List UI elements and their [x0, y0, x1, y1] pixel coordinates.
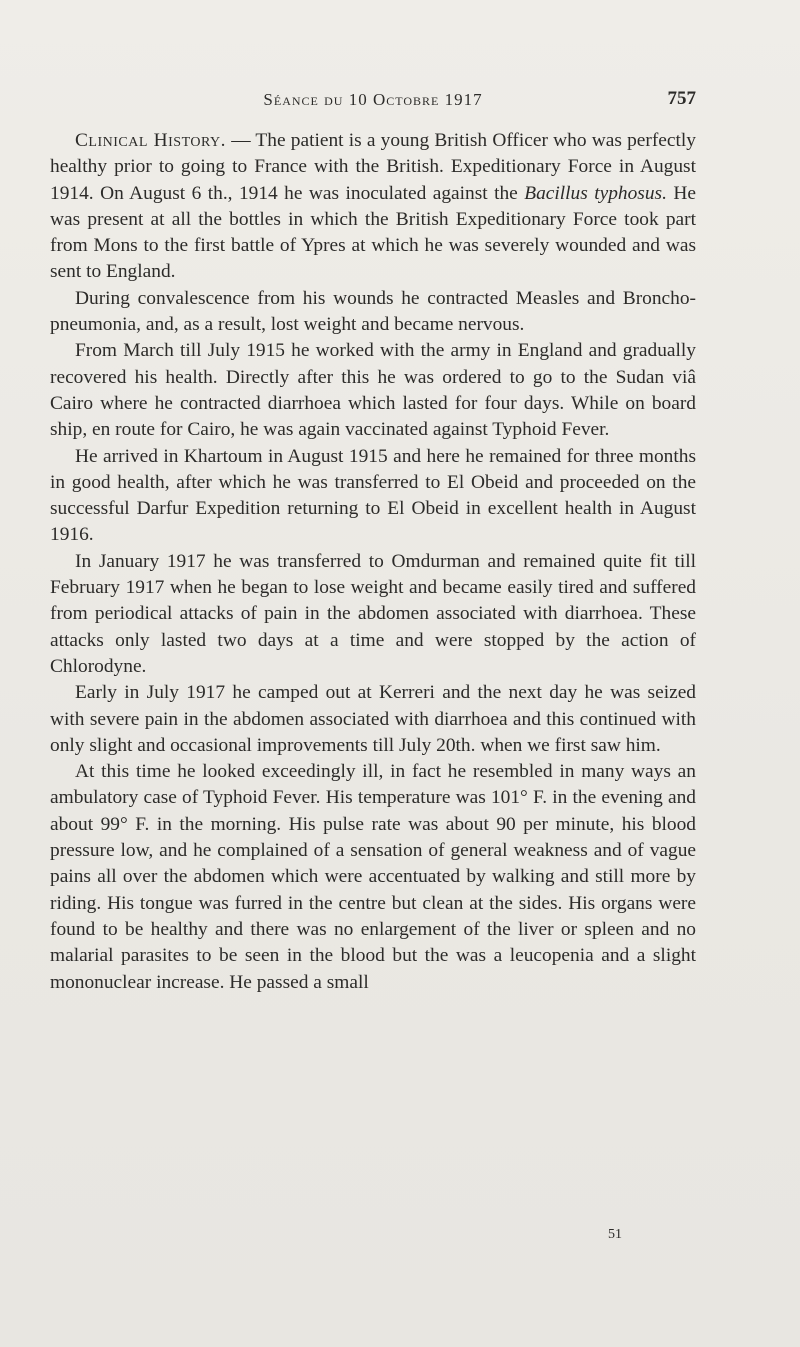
paragraph-text-continued: He was present at all the bottles in which the British Expeditionary Force took part from Mons to the first battle of Ypres at which he was severely wounded and was sent to England.: [50, 182, 696, 283]
paragraph: He arrived in Khartoum in August 1915 and here he remained for three months in good health, after which he was transferred to El Obeid and proceeded on the successful Darfur Expedition returning to El Obeid in excellent health in August 1916.: [50, 445, 696, 546]
paragraph: From March till July 1915 he worked with the army in England and gradually recovered his health. Directly after this he was ordered to go to the Sudan viâ Cairo where he contracted diarrhoea which lasted for four days. While on board ship, en route for Cairo, he was again vaccinated against Typhoid Fever.: [50, 340, 696, 441]
paragraph-clinical-history: [50, 128, 696, 286]
running-head: Séance du 10 Octobre 1917: [263, 90, 483, 109]
paragraph-text: — The patient is a young British Officer who was perfectly healthy prior to going to France with the British. Expeditionary Force in August 1914. On August 6 th., 1914 he was inoculated against the: [50, 130, 696, 204]
paragraph: Early in July 1917 he camped out at Kerreri and the next day he was seized with severe pain in the abdomen associated with diarrhoea and this continued with only slight and occasional improvements till July 20th. when we first saw him.: [50, 682, 696, 756]
paragraph: In January 1917 he was transferred to Omdurman and remained quite fit till February 1917 when he began to lose weight and became easily tired and suffered from periodical attacks of pain in the abdomen associated with diarrhoea. These attacks only lasted two days at a time and were stopped by the action of Chlorodyne.: [50, 550, 696, 677]
signature-mark: 51: [608, 1227, 622, 1242]
paragraph: At this time he looked exceedingly ill, in fact he resembled in many ways an ambulatory case of Typhoid Fever. His temperature was 101° F. in the evening and about 99° F. in the morning. His pulse rate was about 90 per minute, his blood pressure low, and he complained of a sensation of general weakness and of vague pains all over the abdomen which were accentuated by walking and still more by riding. His tongue was furred in the centre but clean at the sides. His organs were found to be healthy and there was no enlargement of the liver or spleen and no malarial parasites to be seen in the blood but the was a leucopenia and a slight mononuclear increase. He passed a small: [50, 761, 696, 993]
page-header: [50, 88, 696, 116]
paragraph: During convalescence from his wounds he contracted Measles and Broncho-pneumonia, and, as a result, lost weight and became nervous.: [50, 287, 696, 336]
body-text: [50, 128, 696, 996]
italic-term: Bacillus typhosus.: [524, 182, 667, 204]
page-number: 757: [667, 88, 696, 109]
section-lead: Clinical History.: [75, 130, 226, 151]
